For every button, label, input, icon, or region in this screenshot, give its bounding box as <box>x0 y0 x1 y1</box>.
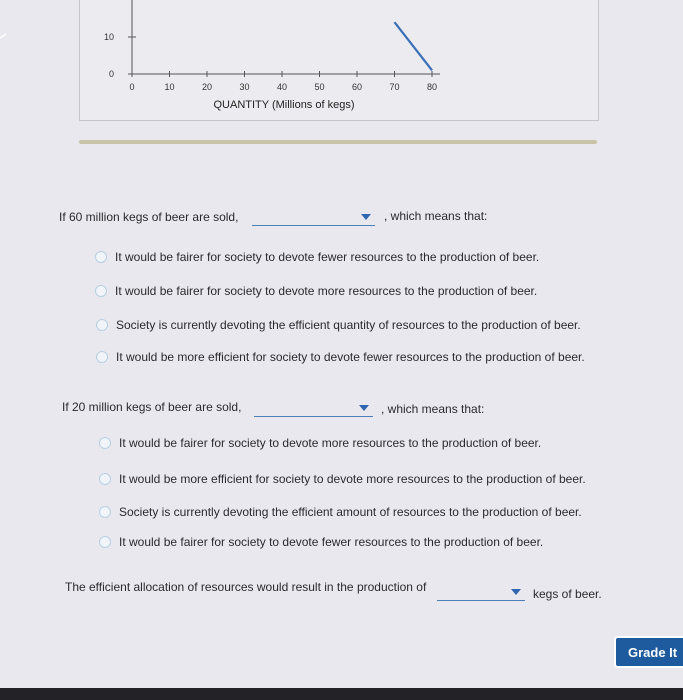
question2-option-1[interactable] <box>99 436 541 450</box>
question2-option-3[interactable] <box>99 505 582 519</box>
question1-suffix: , which means that: <box>384 209 488 223</box>
x-tick-label: 20 <box>201 82 213 92</box>
question2-suffix: , which means that: <box>381 402 485 416</box>
chevron-down-icon <box>359 405 369 411</box>
demand-curve-line <box>395 22 433 70</box>
question3-dropdown[interactable] <box>437 586 525 601</box>
question1-option-4[interactable] <box>96 350 585 364</box>
x-tick-label: 80 <box>426 82 438 92</box>
question1-prefix: If 60 million kegs of beer are sold, <box>59 210 239 224</box>
question3-prefix: The efficient allocation of resources would result in the production of <box>65 580 427 594</box>
x-tick-label: 60 <box>351 82 363 92</box>
x-tick-label: 50 <box>314 82 325 92</box>
option-label: Society is currently devoting the efficient amount of resources to the production of beer. <box>119 505 582 519</box>
option-label: It would be fairer for society to devote fewer resources to the production of beer. <box>119 535 544 549</box>
chevron-down-icon <box>361 214 371 220</box>
radio-button-icon[interactable] <box>96 319 108 331</box>
question1-option-3[interactable] <box>96 318 581 332</box>
radio-button-icon[interactable] <box>99 536 111 548</box>
option-label: It would be fairer for society to devote more resources to the production of beer. <box>115 284 538 298</box>
x-tick-label: 30 <box>239 82 250 92</box>
section-divider <box>79 140 597 144</box>
question3-suffix: kegs of beer. <box>533 587 602 601</box>
option-label: It would be fairer for society to devote more resources to the production of beer. <box>119 436 542 450</box>
y-tick-label: 10 <box>103 32 114 42</box>
question2-option-4[interactable] <box>99 535 543 549</box>
question2-dropdown[interactable] <box>254 402 373 417</box>
y-tick-label: 0 <box>108 69 114 79</box>
screen-bezel <box>0 688 683 700</box>
x-tick-label: 40 <box>276 82 288 92</box>
radio-button-icon[interactable] <box>99 437 111 449</box>
radio-button-icon[interactable] <box>99 473 111 485</box>
beer-market-graph <box>80 0 598 120</box>
option-label: It would be fairer for society to devote fewer resources to the production of beer. <box>115 250 540 264</box>
x-tick-label: 0 <box>129 82 135 92</box>
radio-button-icon[interactable] <box>95 285 107 297</box>
radio-button-icon[interactable] <box>96 351 108 363</box>
question2-prefix: If 20 million kegs of beer are sold, <box>62 400 242 414</box>
radio-button-icon[interactable] <box>99 506 111 518</box>
option-label: Society is currently devoting the efficient quantity of resources to the production of beer. <box>116 318 581 332</box>
graph-panel <box>79 0 599 121</box>
x-tick-label: 70 <box>389 82 400 92</box>
radio-button-icon[interactable] <box>95 251 107 263</box>
option-label: It would be more efficient for society to devote fewer resources to the production of beer. <box>116 350 585 364</box>
x-tick-label: 10 <box>164 82 175 92</box>
question2-option-2[interactable] <box>99 472 586 486</box>
question1-option-2[interactable] <box>95 284 537 298</box>
question1-option-1[interactable] <box>95 250 539 264</box>
question1-dropdown[interactable] <box>252 211 375 226</box>
option-label: It would be more efficient for society to devote more resources to the production of beer. <box>119 472 586 486</box>
grade-it-button[interactable]: Grade It <box>614 636 683 668</box>
checkmark-icon <box>0 30 10 40</box>
chevron-down-icon <box>511 589 521 595</box>
x-axis-title: QUANTITY (Millions of kegs) <box>213 99 355 111</box>
